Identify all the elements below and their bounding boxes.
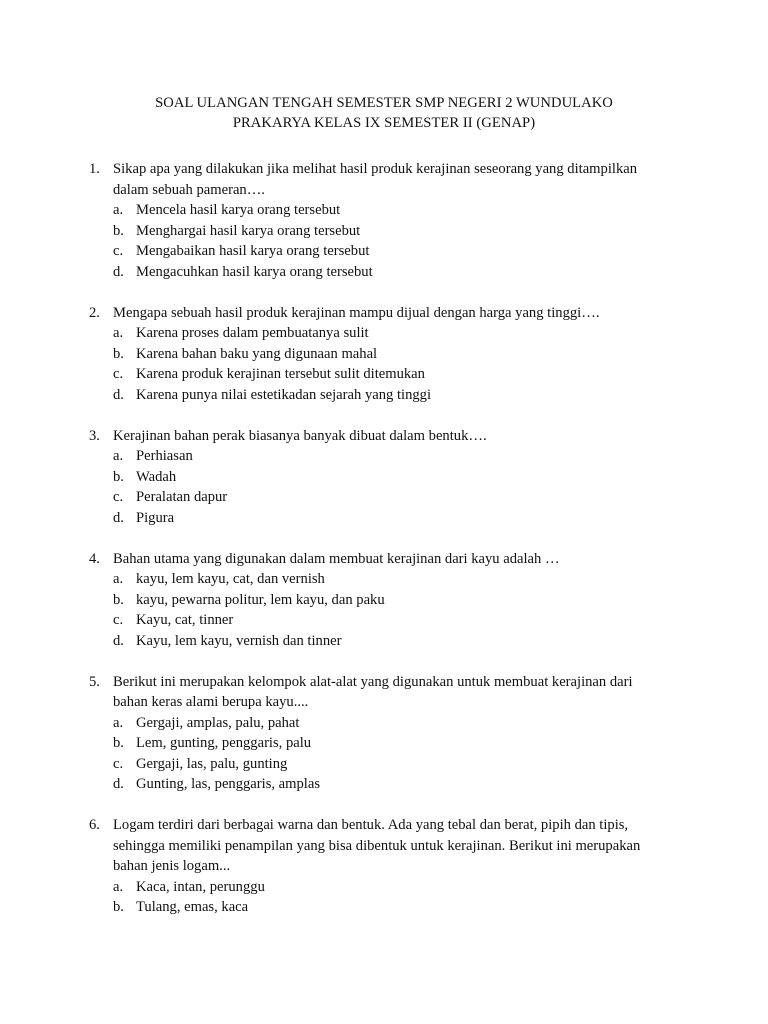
option-text: Mengabaikan hasil karya orang tersebut [136,243,370,259]
question-text: Mengapa sebuah hasil produk kerajinan mampu dijual dengan harga yang tinggi…. [113,304,600,321]
answer-options [0,446,768,528]
answer-option [0,508,768,529]
answer-option [0,610,768,631]
answer-option [0,713,768,734]
option-text: Mengacuhkan hasil karya orang tersebut [136,263,373,280]
option-letter: a. [113,325,124,341]
answer-option [0,733,768,754]
question-text: Sikap apa yang dilakukan jika melihat hasil produk kerajinan seseorang yang ditampilkan dalam sebuah pameran…. [113,161,638,198]
option-letter: c. [113,489,124,505]
answer-option [0,323,768,344]
question-number: 6. [89,817,100,833]
option-text: Peralatan dapur [136,489,228,505]
answer-option [0,344,768,365]
question-item [0,426,768,529]
option-text: kayu, pewarna politur, lem kayu, dan paku [136,591,385,608]
option-letter: a. [113,714,124,731]
answer-option [0,569,768,590]
answer-options [0,323,768,405]
question-text: Kerajinan bahan perak biasanya banyak dibuat dalam bentuk…. [113,427,487,444]
question-list [0,159,768,938]
answer-option [0,241,768,262]
answer-option [0,467,768,488]
option-text: Karena proses dalam pembuatanya sulit [136,325,369,341]
option-letter: d. [113,776,124,792]
option-text: Kaca, intan, perunggu [136,878,265,895]
option-letter: c. [113,755,124,772]
question-number: 2. [89,304,100,321]
option-text: Gergaji, las, palu, gunting [136,755,288,772]
option-letter: b. [113,222,124,239]
answer-option [0,754,768,775]
option-letter: d. [113,509,124,526]
answer-option [0,446,768,467]
option-text: Gergaji, amplas, palu, pahat [136,714,300,731]
option-text: Kayu, cat, tinner [136,612,234,628]
answer-options [0,877,768,918]
question-number: 5. [89,673,100,690]
option-letter: b. [113,345,124,362]
question-text: Bahan utama yang digunakan dalam membuat kerajinan dari kayu adalah … [113,550,560,567]
option-letter: d. [113,263,124,280]
question-text: Berikut ini merupakan kelompok alat-alat yang digunakan untuk membuat kerajinan dari bahan keras alami berupa kayu.... [113,673,633,710]
answer-option [0,897,768,918]
question-number: 3. [89,427,100,444]
answer-option [0,774,768,795]
question-item [0,672,768,795]
option-text: Tulang, emas, kaca [136,899,249,915]
answer-options [0,713,768,795]
option-letter: d. [113,632,124,649]
option-letter: a. [113,202,124,218]
option-text: Wadah [136,468,177,485]
option-text: Pigura [136,509,175,526]
option-letter: c. [113,243,124,259]
answer-option [0,364,768,385]
answer-option [0,262,768,283]
answer-option [0,385,768,406]
option-text: Kayu, lem kayu, vernish dan tinner [136,632,342,649]
answer-option [0,877,768,898]
option-letter: a. [113,878,124,895]
answer-option [0,590,768,611]
answer-option [0,631,768,652]
option-text: Lem, gunting, penggaris, palu [136,735,312,751]
option-letter: a. [113,571,124,587]
question-number: 1. [89,161,100,177]
answer-option [0,200,768,221]
question-text: Logam terdiri dari berbagai warna dan bentuk. Ada yang tebal dan berat, pipih dan tipis, sehingga memiliki penampilan yang bisa dibentuk untuk kerajinan. Berikut ini merupakan bahan jenis logam... [113,817,641,874]
option-letter: b. [113,735,124,751]
answer-options [0,200,768,282]
answer-options [0,569,768,651]
option-letter: a. [113,448,124,464]
option-text: Karena bahan baku yang digunaan mahal [136,345,378,362]
option-letter: b. [113,468,124,485]
question-item [0,549,768,652]
option-letter: c. [113,612,124,628]
question-item [0,159,768,282]
option-text: Mencela hasil karya orang tersebut [136,202,341,218]
answer-option [0,487,768,508]
question-item [0,815,768,918]
option-text: Menghargai hasil karya orang tersebut [136,222,361,239]
option-letter: c. [113,366,124,382]
option-text: kayu, lem kayu, cat, dan vernish [136,571,325,587]
option-letter: d. [113,386,124,403]
question-item [0,303,768,406]
option-letter: b. [113,899,124,915]
question-number: 4. [89,550,100,567]
option-text: Perhiasan [136,448,193,464]
exam-title: SOAL ULANGAN TENGAH SEMESTER SMP NEGERI 2 WUNDULAKO [155,95,613,111]
exam-subtitle: PRAKARYA KELAS IX SEMESTER II (GENAP) [232,115,536,131]
option-text: Karena produk kerajinan tersebut sulit ditemukan [136,366,425,382]
answer-option [0,221,768,242]
option-letter: b. [113,591,124,608]
option-text: Gunting, las, penggaris, amplas [136,776,321,792]
option-text: Karena punya nilai estetikadan sejarah yang tinggi [136,386,432,403]
